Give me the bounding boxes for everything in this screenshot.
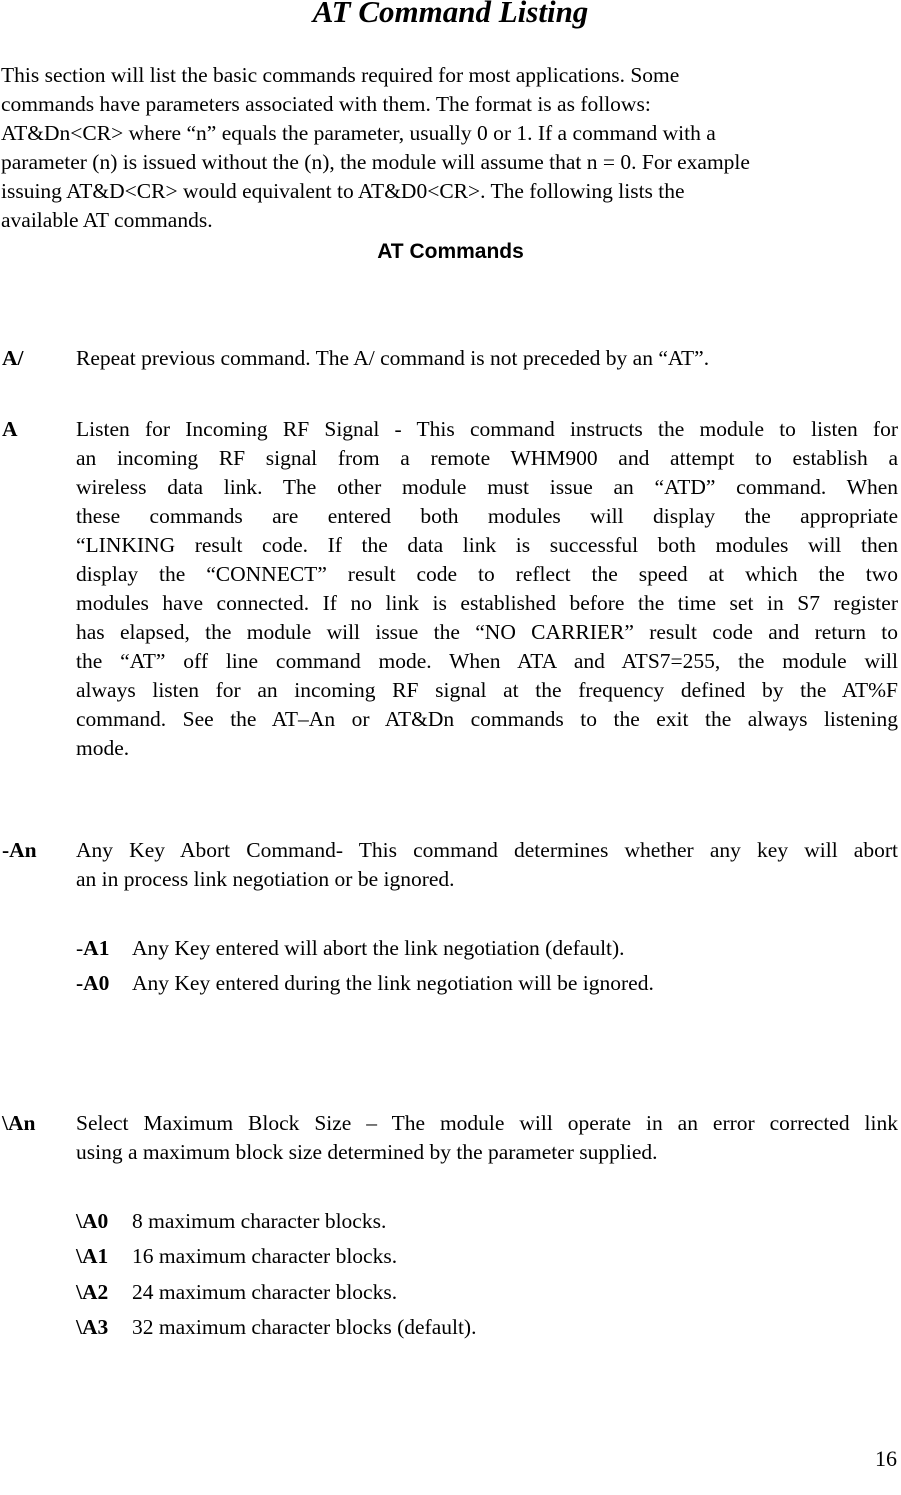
command-description: Listen for Incoming RF Signal - This command instructs the module to listen for an incoming RF signal from a remote WHM900 and attempt to establish a wireless data link. The other module must issue an “ATD” command. When these commands are entered both modules will display the appropriate “LINKING result code. If the data link is successful both modules will then display the “CONNECT” result code to reflect the speed at which the two modules have connected. If no link is established before the time set in S7 register has elapsed, the module will issue the “NO CARRIER” result code and return to the “AT” off line command mode. When ATA and ATS7=255, the module will always listen for an incoming RF signal at the frequency defined by the AT%F command. See the AT–An or AT&Dn commands to the exit the always listening mode. [76, 417, 898, 760]
command-description: Any Key Abort Command- This command determines whether any key will abort an in process link negotiation or be ignored. [76, 838, 898, 891]
intro-line: available AT commands. [1, 208, 213, 232]
command-key: \An [2, 1111, 36, 1135]
intro-line: AT&Dn<CR> where “n” equals the parameter, usually 0 or 1. If a command with a [1, 121, 716, 145]
intro-line: parameter (n) is issued without the (n), the module will assume that n = 0. For example [1, 150, 750, 174]
option-row [76, 1278, 898, 1307]
option-description: Any Key entered will abort the link negotiation (default). [132, 936, 625, 960]
command-description: Select Maximum Block Size – The module will operate in an error corrected link using a maximum block size determined by the parameter supplied. [76, 1111, 898, 1164]
option-row [76, 1207, 898, 1236]
option-key: \A3 [76, 1315, 109, 1339]
intro-line: This section will list the basic commands required for most applications. Some [1, 63, 680, 87]
option-row [76, 1313, 898, 1342]
intro-line: commands have parameters associated with them. The format is as follows: [1, 92, 651, 116]
intro-paragraph [1, 61, 891, 235]
option-key: -A0 [76, 971, 110, 995]
option-key: \A0 [76, 1209, 109, 1233]
command-key: -An [2, 838, 37, 862]
command-key: A [2, 417, 18, 441]
option-key: \A1 [76, 1244, 109, 1268]
option-key: \A2 [76, 1280, 109, 1304]
option-description: 8 maximum character blocks. [132, 1209, 387, 1233]
section-heading: AT Commands [377, 240, 524, 263]
option-key: -A1 [76, 936, 110, 960]
intro-line: issuing AT&D<CR> would equivalent to AT&D0<CR>. The following lists the [1, 179, 685, 203]
option-description: 32 maximum character blocks (default). [132, 1315, 477, 1339]
option-description: 24 maximum character blocks. [132, 1280, 398, 1304]
page-title: AT Command Listing [312, 0, 589, 29]
option-row [76, 934, 898, 963]
command-description: Repeat previous command. The A/ command is not preceded by an “AT”. [76, 346, 710, 370]
option-description: 16 maximum character blocks. [132, 1244, 398, 1268]
page-number: 16 [875, 1446, 897, 1471]
option-description: Any Key entered during the link negotiation will be ignored. [132, 971, 654, 995]
option-row [76, 1242, 898, 1271]
option-row [76, 969, 898, 998]
command-key: A/ [2, 346, 24, 370]
